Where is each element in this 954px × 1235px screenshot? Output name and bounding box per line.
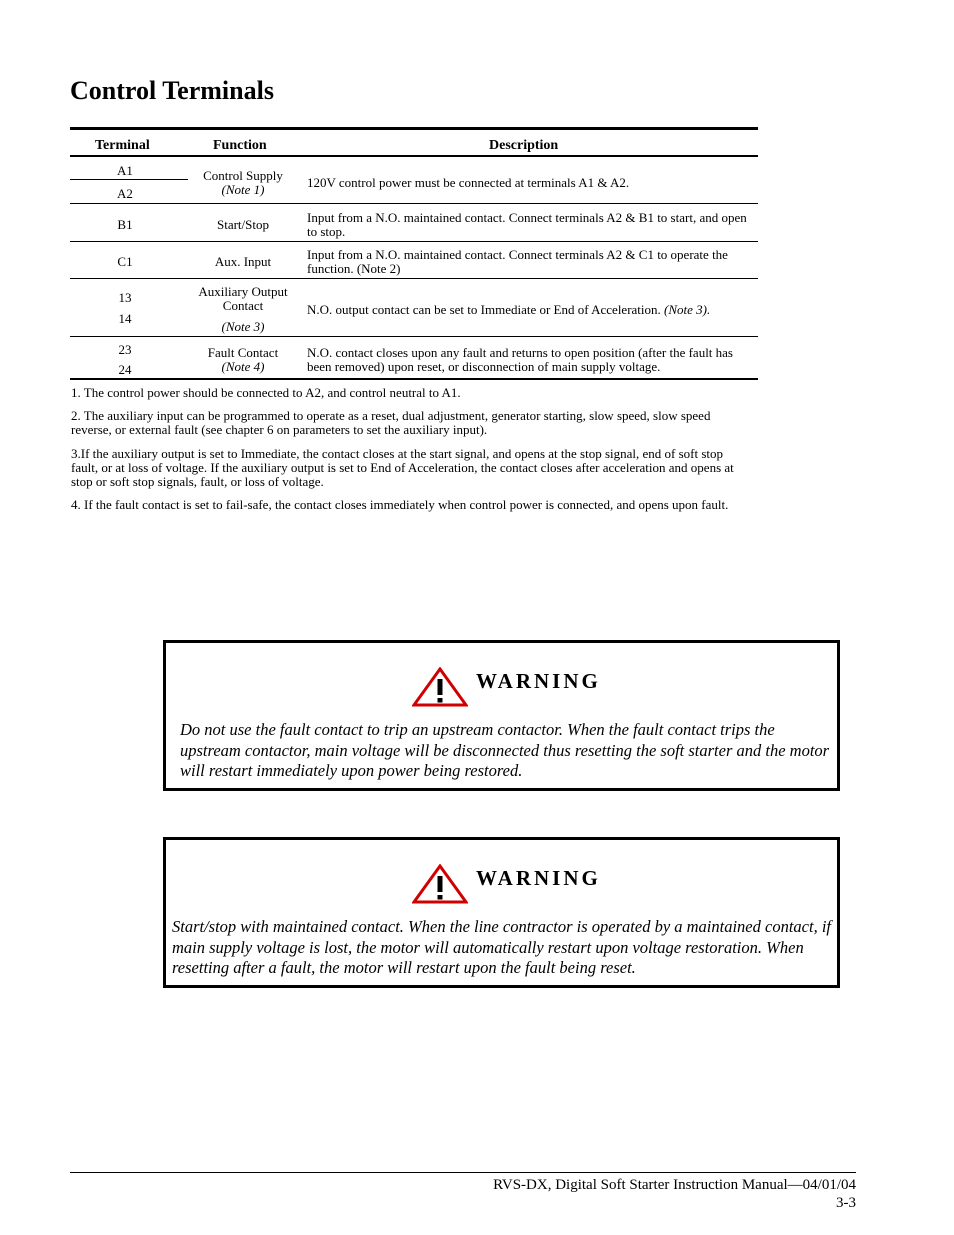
description-start-stop: Input from a N.O. maintained contact. Connect terminals A2 & B1 to start, and open to stop. — [307, 210, 747, 239]
header-description: Description — [489, 138, 559, 153]
description-aux-output — [307, 303, 757, 317]
function-fault-contact: Fault Contact — [207, 345, 279, 360]
table-top-rule — [70, 127, 758, 130]
description-aux-output-text: N.O. output contact can be set to Immediate or End of Acceleration. — [307, 302, 665, 317]
terminal-24: 24 — [118, 362, 132, 377]
description-note-3: (Note 3). — [664, 302, 711, 317]
row-rule — [70, 336, 758, 337]
function-aux-output: Auxiliary Output — [198, 284, 288, 299]
warning-box-2 — [163, 837, 840, 988]
terminal-a2: A2 — [117, 186, 133, 201]
terminal-c1: C1 — [117, 254, 133, 269]
note-4: 4. If the fault contact is set to fail-safe, the contact closes immediately when control power is connected, and opens upon fault. — [71, 497, 729, 512]
page-title: Control Terminals — [70, 76, 274, 105]
terminal-14: 14 — [118, 311, 132, 326]
warning-header — [166, 860, 837, 904]
function-aux-input: Aux. Input — [214, 254, 272, 269]
description-fault-contact: N.O. contact closes upon any fault and returns to open position (after the fault has been removed) upon reset, or disconnection of main supply voltage. — [307, 345, 733, 374]
warning-header — [166, 663, 837, 707]
header-rule — [70, 155, 758, 157]
footer-manual-title: RVS-DX, Digital Soft Starter Instruction Manual—04/01/04 — [493, 1177, 856, 1193]
footer-page-number: 3-3 — [836, 1195, 856, 1211]
note-3: 3.If the auxiliary output is set to Immediate, the contact closes at the start signal, and opens at the stop signal, end of soft stop fault, or at loss of voltage. If the auxiliary output is set to End of Acceleration, the contact closes after acceleration and opens at stop or soft stop signals, fault, or loss of voltage. — [71, 446, 734, 489]
warning-label: WARNING — [476, 866, 601, 890]
function-note-1: (Note 1) — [221, 182, 265, 197]
table-bottom-rule — [70, 378, 758, 380]
exclamation-triangle-icon — [412, 667, 468, 707]
row-rule — [70, 278, 758, 279]
warning-box-1 — [163, 640, 840, 791]
header-terminal: Terminal — [95, 138, 150, 153]
terminal-23: 23 — [118, 342, 132, 357]
function-note-3: (Note 3) — [221, 319, 265, 334]
function-control-supply: Control Supply — [203, 168, 283, 183]
subrow-rule — [70, 179, 188, 180]
description-aux-input: Input from a N.O. maintained contact. Connect terminals A2 & C1 to operate the function. (Note 2) — [307, 247, 728, 276]
warning-label: WARNING — [476, 669, 601, 693]
header-function: Function — [213, 138, 267, 153]
function-start-stop: Start/Stop — [216, 217, 269, 232]
exclamation-triangle-icon — [412, 864, 468, 904]
function-aux-output-contact: Contact — [222, 298, 264, 313]
row-rule — [70, 241, 758, 242]
terminal-a1: A1 — [117, 163, 133, 178]
note-1: 1. The control power should be connected to A2, and control neutral to A1. — [71, 385, 461, 400]
description-control-supply: 120V control power must be connected at terminals A1 & A2. — [307, 175, 630, 190]
footer-rule — [70, 1172, 856, 1173]
row-rule — [70, 203, 758, 204]
note-2: 2. The auxiliary input can be programmed to operate as a reset, dual adjustment, generator starting, slow speed, slow speed reverse, or external fault (see chapter 6 on parameters to set the auxiliary input). — [71, 408, 711, 437]
warning-text: Do not use the fault contact to trip an upstream contactor. When the fault contact trips the upstream contactor, main voltage will be disconnected thus resetting the soft starter and the motor will restart immediately upon power being restored. — [180, 720, 830, 780]
terminal-13: 13 — [118, 290, 132, 305]
function-note-4: (Note 4) — [221, 359, 265, 374]
terminal-b1: B1 — [117, 217, 133, 232]
warning-text: Start/stop with maintained contact. When the line contractor is operated by a maintained contact, if main supply voltage is lost, the motor will automatically restart upon voltage restoration. When resetting after a fault, the motor will restart upon the fault being reset. — [172, 917, 831, 977]
